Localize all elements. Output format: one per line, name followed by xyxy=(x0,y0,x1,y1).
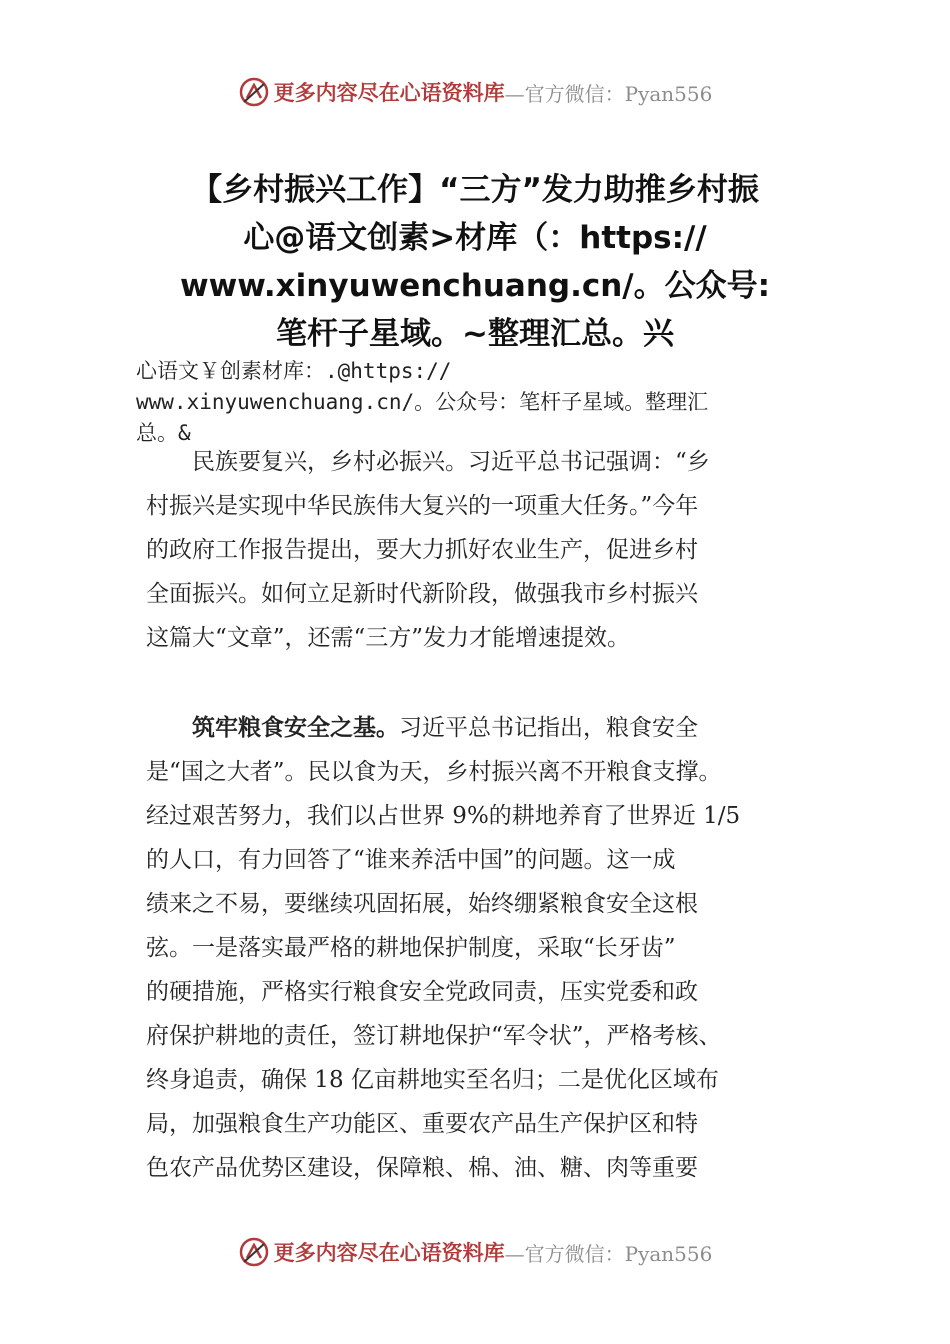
title-line: 心@语文创素>材库（：https:// xyxy=(243,220,707,256)
intro-paragraph xyxy=(146,440,826,660)
logo-icon xyxy=(238,1236,270,1268)
document-title xyxy=(120,166,830,358)
paragraph-line: 局，加强粮食生产功能区、重要农产品生产保护区和特 xyxy=(146,1111,698,1137)
title-line: 笔杆子星域。~整理汇总。兴 xyxy=(276,316,674,352)
source-note-line: 心语文￥创素材库：.@https:// xyxy=(136,359,452,383)
source-note-line: www.xinyuwenchuang.cn/。公众号：笔杆子星域。整理汇 xyxy=(136,390,709,414)
banner-main-text: 更多内容尽在心语资料库 xyxy=(273,80,505,105)
paragraph-line: 弦。一是落实最严格的耕地保护制度，采取“长牙齿” xyxy=(146,935,676,961)
paragraph-line: 全面振兴。如何立足新时代新阶段，做强我市乡村振兴 xyxy=(146,581,698,607)
section-lead-heading: 筑牢粮食安全之基。 xyxy=(192,715,399,741)
paragraph-line: 村振兴是实现中华民族伟大复兴的一项重大任务。”今年 xyxy=(146,493,699,519)
paragraph-line: 的硬措施，严格实行粮食安全党政同责，压实党委和政 xyxy=(146,979,698,1005)
footer-banner xyxy=(0,1230,950,1274)
source-note xyxy=(136,356,836,449)
paragraph-line: 色农产品优势区建设，保障粮、棉、油、糖、肉等重要 xyxy=(146,1155,698,1181)
banner-sub-text: —官方微信：Pyan556 xyxy=(504,81,713,106)
paragraph-line: 是“国之大者”。民以食为天，乡村振兴离不开粮食支撑。 xyxy=(146,759,722,785)
paragraph-text: 习近平总书记指出，粮食安全 xyxy=(399,715,698,741)
paragraph-line: 的人口，有力回答了“谁来养活中国”的问题。这一成 xyxy=(146,847,676,873)
paragraph-line: 绩来之不易，要继续巩固拓展，始终绷紧粮食安全这根 xyxy=(146,891,698,917)
paragraph-line: 这篇大“文章”，还需“三方”发力才能增速提效。 xyxy=(146,625,631,651)
title-line: 【乡村振兴工作】“三方”发力助推乡村振 xyxy=(191,172,759,208)
banner-sub-text: —官方微信：Pyan556 xyxy=(504,1241,713,1266)
logo-icon xyxy=(238,76,270,108)
paragraph-line: 终身追责，确保 18 亿亩耕地实至名归；二是优化区域布 xyxy=(146,1067,719,1093)
paragraph-line: 民族要复兴，乡村必振兴。习近平总书记强调：“乡 xyxy=(146,449,710,475)
paragraph-first-line xyxy=(146,706,826,750)
title-line: www.xinyuwenchuang.cn/。公众号: xyxy=(179,268,771,304)
source-note-line: 总。& xyxy=(136,421,191,445)
banner-main-text: 更多内容尽在心语资料库 xyxy=(273,1240,505,1265)
header-banner xyxy=(0,70,950,114)
paragraph-line: 经过艰苦努力，我们以占世界 9%的耕地养育了世界近 1/5 xyxy=(146,803,741,829)
paragraph-line: 府保护耕地的责任，签订耕地保护“军令状”，严格考核、 xyxy=(146,1023,722,1049)
food-security-paragraph xyxy=(146,706,826,1190)
paragraph-line: 的政府工作报告提出，要大力抓好农业生产，促进乡村 xyxy=(146,537,698,563)
